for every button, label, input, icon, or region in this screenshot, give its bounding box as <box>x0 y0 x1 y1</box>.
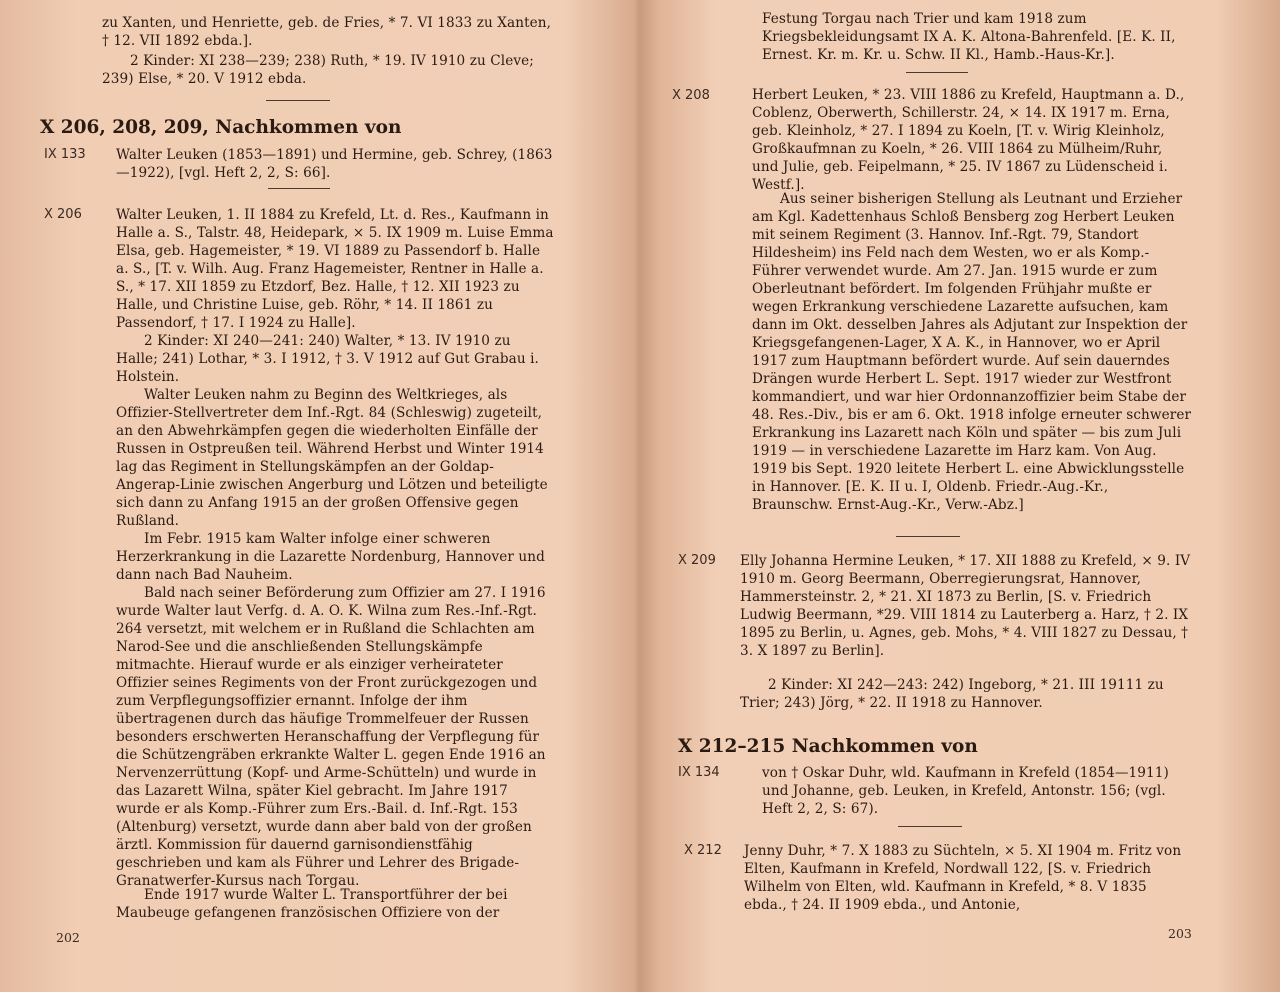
page-number: 203 <box>1168 926 1192 941</box>
biography-paragraph: Aus seiner bisherigen Stellung als Leutnant und Erzieher am Kgl. Kadettenhaus Schloß Bensberg zog Herbert Leuken mit seinem Regiment (3. Hannov. Inf.-Rgt. 79, Standort Hildesheim) ins Feld nach dem Westen, wo er als Komp.-Führer verwendet wurde. Am 27. Jan. 1915 wurde er zum Oberleutnant befördert. Im folgenden Frühjahr mußte er wegen Erkrankung verschiedene Lazarette aufsuchen, kam dann im Okt. desselben Jahres als Adjutant zur Inspektion der Kriegsgefangenen-Lager, X A. K., in Hannover, wo er April 1917 zum Hauptmann befördert wurde. Auf sein dauerndes Drängen wurde Herbert L. Sept. 1917 wieder zur Westfront kommandiert, und war hier Ordonnanzoffizier beim Stabe der 48. Res.-Div., bis er am 6. Okt. 1918 infolge erneuter schwerer Erkrankung ins Lazarett nach Köln und später — bis zum Juli 1919 — in verschiedene Lazarette im Harz kam. Von Aug. 1919 bis Sept. 1920 leitete Herbert L. eine Abwicklungsstelle in Hannover. [E. K. II u. I, Oldenb. Friedr.-Aug.-Kr., Braunschw. Ernst-Aug.-Kr., Verw.-Abz.] <box>752 191 1192 513</box>
genealogy-entry: Herbert Leuken, * 23. VIII 1886 zu Krefeld, Hauptmann a. D., Coblenz, Oberwerth, Schillerstr. 24, × 14. IX 1917 m. Erna, geb. Kleinholz, * 27. I 1894 zu Koeln, [T. v. Wirig Kleinholz, Großkaufmnan zu Koeln, * 26. VIII 1864 zu Mülheim/Ruhr, und Julie, geb. Feipelmann, * 25. IV 1867 zu Lüdenscheid i. Westf.]. <box>752 87 1185 193</box>
divider <box>266 100 330 101</box>
left-page <box>0 0 620 992</box>
continuation-text: zu Xanten, und Henriette, geb. de Fries, * 7. VI 1833 zu Xanten, † 12. VII 1892 ebda.]. <box>102 15 552 49</box>
biography-paragraph: Ende 1917 wurde Walter L. Transportführer der bei Maubeuge gefangenen französischen Offiziere von der <box>116 887 508 921</box>
genealogy-entry: Jenny Duhr, * 7. X 1883 zu Süchteln, × 5. XI 1904 m. Fritz von Elten, Kaufmann in Krefeld, Nordwall 122, [S. v. Friedrich Wilhelm von Elten, wld. Kaufmann in Krefeld, * 8. V 1835 ebda., † 24. II 1909 ebda., und Antonie, <box>744 843 1182 913</box>
generation-label: IX 133 <box>44 147 86 162</box>
genealogy-entry: Walter Leuken, 1. II 1884 zu Krefeld, Lt. d. Res., Kaufmann in Halle a. S., Talstr. 48, Heidepark, × 5. IX 1909 m. Luise Emma Elsa, geb. Hagemeister, * 19. VI 1889 zu Passendorf b. Halle a. S., [T. v. Wilh. Aug. Franz Hagemeister, Rentner in Halle a. S., * 17. XII 1859 zu Etzdorf, Bez. Halle, † 12. XII 1923 zu Halle, und Christine Luise, geb. Röhr, * 14. II 1861 zu Passendorf, † 17. I 1924 zu Halle]. <box>116 207 554 331</box>
parent-entry: Walter Leuken (1853—1891) und Hermine, geb. Schrey, (1863—1922), [vgl. Heft 2, 2, S: 66]. <box>116 147 553 181</box>
generation-label: X 212 <box>684 843 722 858</box>
divider <box>898 826 962 827</box>
biography-paragraph: Walter Leuken nahm zu Beginn des Weltkrieges, als Offizier-Stellvertreter dem Inf.-Rgt. 84 (Schleswig) zugeteilt, an den Abwehrkämpfen gegen die wiederholten Einfälle der Russen in Ostpreußen teil. Während Herbst und Winter 1914 lag das Regiment in Stellungskämpfen an der Goldap-Angerap-Linie zwischen Angerburg und Lötzen und beteiligte sich dann zu Anfang 1915 an der großen Offensive gegen Rußland. <box>116 387 548 529</box>
page-number: 202 <box>56 930 80 945</box>
children-list: 2 Kinder: XI 242—243: 242) Ingeborg, * 21. III 19111 zu Trier; 243) Jörg, * 22. II 1918 zu Hannover. <box>740 677 1164 711</box>
biography-paragraph: Bald nach seiner Beförderung zum Offizier am 27. I 1916 wurde Walter laut Verfg. d. A. O. K. Wilna zum Res.-Inf.-Rgt. 264 versetzt, mit welchem er in Rußland die Schlachten am Narod-See und die anschließenden Stellungskämpfe mitmachte. Hierauf wurde er als einziger verheirateter Offizier seines Regiments von der Front zurückgezogen und zum Verpflegungsoffizier ernannt. Infolge der ihm übertragenen durch das häufige Trommelfeuer der Russen besonders erschwerten Heranschaffung der Verpflegung für die Schützengräben erkrankte Walter L. gegen Ende 1916 an Nervenzerrüttung (Kopf- und Arme-Schütteln) und wurde in das Lazarett Wilna, später Kiel gebracht. Im Jahre 1917 wurde er als Komp.-Führer zum Ers.-Bail. d. Inf.-Rgt. 153 (Altenburg) versetzt, wurde dann aber bald von der großen ärztl. Kommission für dauernd garnisondienstfähig geschrieben und kam als Führer und Lehrer des Brigade-Granatwerfer-Kursus nach Torgau. <box>116 585 546 889</box>
section-heading: X 212–215 Nachkommen von <box>678 736 978 757</box>
divider <box>268 188 330 189</box>
divider <box>896 536 960 537</box>
section-heading: X 206, 208, 209, Nachkommen von <box>40 117 402 138</box>
generation-label: IX 134 <box>678 765 720 780</box>
continuation-text: Festung Torgau nach Trier und kam 1918 zum Kriegsbekleidungsamt IX A. K. Altona-Bahrenfeld. [E. K. II, Ernest. Kr. m. Kr. u. Schw. II Kl., Hamb.-Haus-Kr.]. <box>762 11 1176 63</box>
divider <box>906 72 968 73</box>
generation-label: X 206 <box>44 207 82 222</box>
genealogy-entry: Elly Johanna Hermine Leuken, * 17. XII 1888 zu Krefeld, × 9. IV 1910 m. Georg Beermann, Oberregierungsrat, Hannover, Hammersteinstr. 2, * 21. XI 1873 zu Berlin, [S. v. Friedrich Ludwig Beermann, *29. VIII 1814 zu Lauterberg a. Harz, † 2. IX 1895 zu Berlin, u. Agnes, geb. Mohs, * 4. VIII 1827 zu Dessau, † 3. X 1897 zu Berlin]. <box>740 553 1191 659</box>
children-list: 2 Kinder: XI 240—241: 240) Walter, * 13. IV 1910 zu Halle; 241) Lothar, * 3. I 1912, † 3. V 1912 auf Gut Grabau i. Holstein. <box>116 333 539 385</box>
generation-label: X 208 <box>672 88 710 103</box>
biography-paragraph: Im Febr. 1915 kam Walter infolge einer schweren Herzerkrankung in die Lazarette Nordenburg, Hannover und dann nach Bad Nauheim. <box>116 531 545 583</box>
parent-entry: von † Oskar Duhr, wld. Kaufmann in Krefeld (1854—1911) und Johanne, geb. Leuken, in Krefeld, Antonstr. 156; (vgl. Heft 2, 2, S: 67). <box>762 765 1169 817</box>
generation-label: X 209 <box>678 553 716 568</box>
right-page <box>632 0 1280 992</box>
children-list: 2 Kinder: XI 238—239; 238) Ruth, * 19. IV 1910 zu Cleve; 239) Else, * 20. V 1912 ebda. <box>102 53 534 87</box>
